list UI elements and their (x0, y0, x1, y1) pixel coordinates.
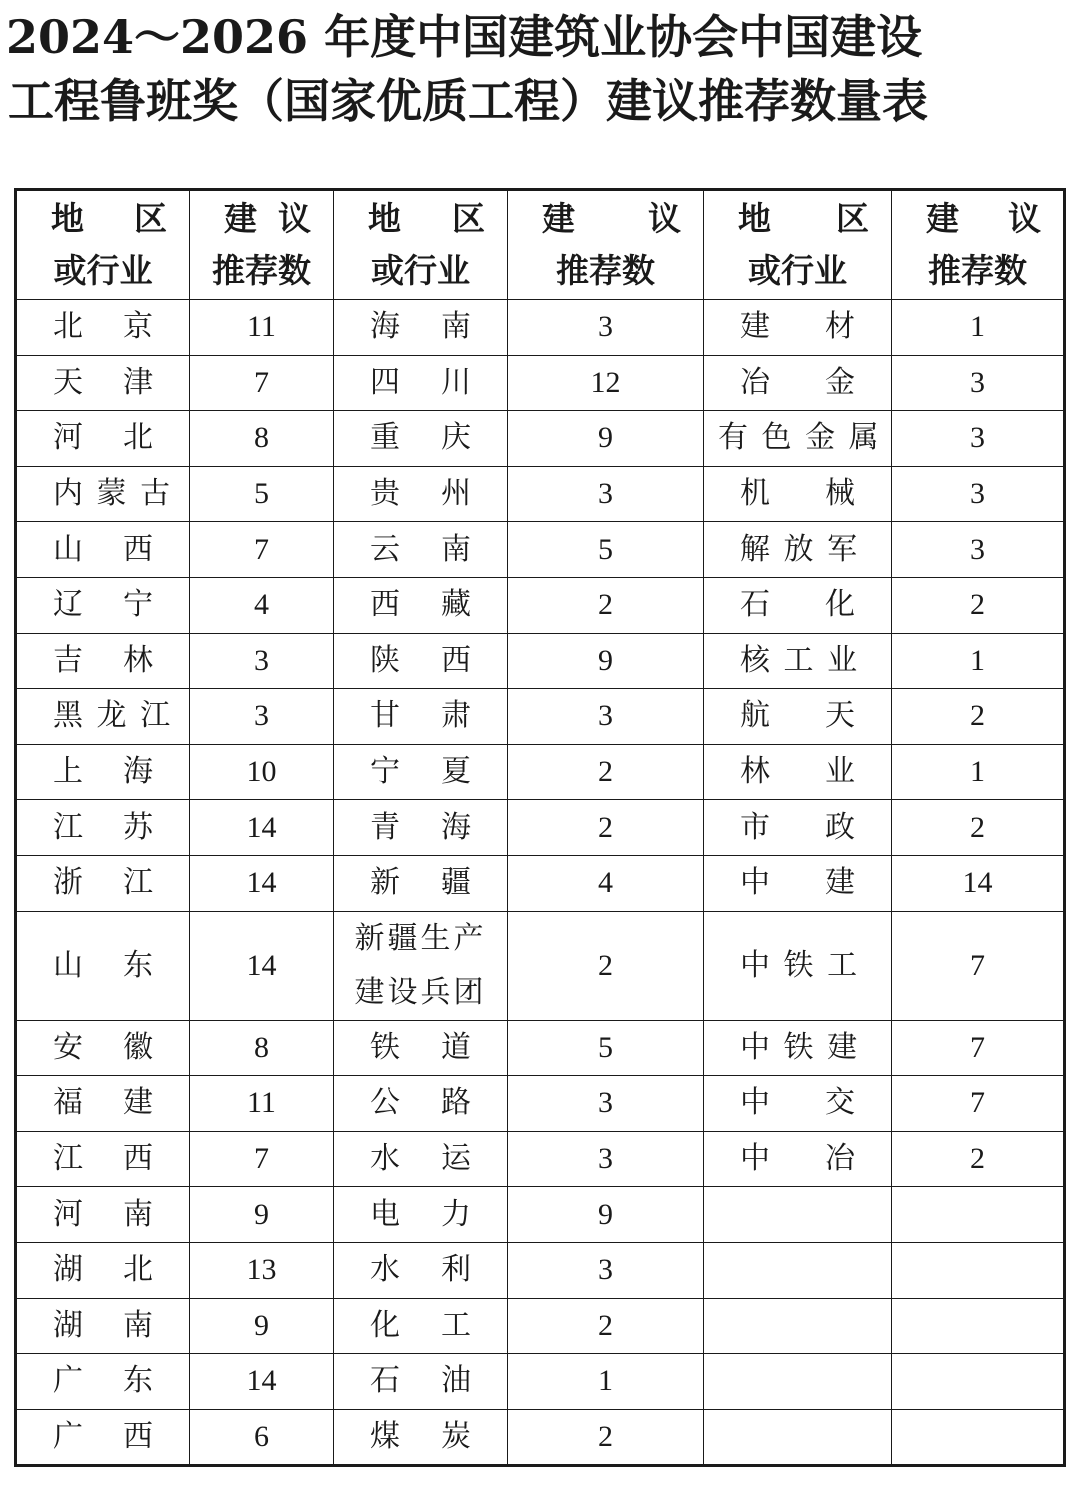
table-row (16, 1131, 1065, 1187)
recommended-count: 7 (892, 1020, 1065, 1076)
industry-name: 建 材 (704, 300, 892, 356)
industry-name (704, 1409, 892, 1466)
recommended-count: 2 (508, 1409, 704, 1466)
recommended-count: 3 (508, 689, 704, 745)
recommended-count: 3 (892, 411, 1065, 467)
recommended-count: 10 (190, 744, 334, 800)
region-name: 天 津 (16, 355, 190, 411)
region-name: 黑 龙 江 (16, 689, 190, 745)
recommended-count: 3 (892, 355, 1065, 411)
region-name: 湖 北 (16, 1242, 190, 1298)
region-name: 河 北 (16, 411, 190, 467)
recommended-count: 3 (892, 522, 1065, 578)
recommended-count: 6 (190, 1409, 334, 1466)
recommended-count (892, 1409, 1065, 1466)
recommended-count: 9 (190, 1187, 334, 1243)
table-row (16, 911, 1065, 1020)
industry-name (704, 1242, 892, 1298)
region-name: 浙 江 (16, 855, 190, 911)
region-name: 公 路 (334, 1076, 508, 1132)
header-region-3: 地区 或行业 (704, 190, 892, 300)
region-name: 化 工 (334, 1298, 508, 1354)
recommended-count: 2 (508, 800, 704, 856)
industry-name: 中 铁 建 (704, 1020, 892, 1076)
region-name: 陕 西 (334, 633, 508, 689)
recommended-count: 8 (190, 411, 334, 467)
recommended-count: 3 (508, 466, 704, 522)
industry-name (704, 1354, 892, 1410)
region-name: 西 藏 (334, 577, 508, 633)
region-name: 海 南 (334, 300, 508, 356)
recommended-count: 13 (190, 1242, 334, 1298)
region-name: 辽 宁 (16, 577, 190, 633)
industry-name: 石 化 (704, 577, 892, 633)
region-name: 江 西 (16, 1131, 190, 1187)
recommended-count: 7 (190, 1131, 334, 1187)
recommended-count: 4 (190, 577, 334, 633)
region-name: 山 西 (16, 522, 190, 578)
region-name: 上 海 (16, 744, 190, 800)
title-line-2: 工程鲁班奖（国家优质工程）建议推荐数量表 (8, 74, 928, 128)
recommended-count: 3 (190, 689, 334, 745)
recommended-count: 11 (190, 1076, 334, 1132)
header-count-1: 建议 推荐数 (190, 190, 334, 300)
industry-name: 有 色 金 属 (704, 411, 892, 467)
recommended-count: 1 (892, 633, 1065, 689)
recommended-count: 1 (892, 744, 1065, 800)
region-name: 电 力 (334, 1187, 508, 1243)
industry-name: 林 业 (704, 744, 892, 800)
industry-name: 中 交 (704, 1076, 892, 1132)
table-body (16, 300, 1065, 1466)
table-row (16, 1354, 1065, 1410)
industry-name: 核 工 业 (704, 633, 892, 689)
table-row (16, 300, 1065, 356)
region-name: 北 京 (16, 300, 190, 356)
recommended-count (892, 1354, 1065, 1410)
region-name: 石 油 (334, 1354, 508, 1410)
recommended-count: 5 (508, 522, 704, 578)
recommended-count: 3 (508, 300, 704, 356)
industry-name: 中 建 (704, 855, 892, 911)
table-row (16, 633, 1065, 689)
industry-name (704, 1298, 892, 1354)
industry-name: 冶 金 (704, 355, 892, 411)
region-name: 吉 林 (16, 633, 190, 689)
recommended-count: 7 (892, 911, 1065, 1020)
industry-name: 解 放 军 (704, 522, 892, 578)
recommended-count: 5 (190, 466, 334, 522)
recommended-count: 2 (508, 911, 704, 1020)
table-row (16, 1298, 1065, 1354)
region-name: 贵 州 (334, 466, 508, 522)
industry-name: 机 械 (704, 466, 892, 522)
region-name: 新疆生产 建设兵团 (334, 911, 508, 1020)
recommended-count: 9 (508, 411, 704, 467)
region-name: 四 川 (334, 355, 508, 411)
table-row (16, 1076, 1065, 1132)
table-row (16, 577, 1065, 633)
header-region-1: 地区 或行业 (16, 190, 190, 300)
recommended-count: 14 (190, 911, 334, 1020)
recommended-count: 14 (892, 855, 1065, 911)
recommended-count: 3 (508, 1242, 704, 1298)
recommended-count: 2 (892, 1131, 1065, 1187)
table-row (16, 1187, 1065, 1243)
table-row (16, 689, 1065, 745)
region-name: 宁 夏 (334, 744, 508, 800)
table-row (16, 1020, 1065, 1076)
header-region-2: 地区 或行业 (334, 190, 508, 300)
recommended-count (892, 1298, 1065, 1354)
recommended-count: 14 (190, 1354, 334, 1410)
industry-name: 航 天 (704, 689, 892, 745)
recommended-count: 2 (892, 800, 1065, 856)
header-count-3: 建议 推荐数 (892, 190, 1065, 300)
region-name: 内 蒙 古 (16, 466, 190, 522)
recommended-count: 14 (190, 855, 334, 911)
region-name: 青 海 (334, 800, 508, 856)
table-row (16, 1242, 1065, 1298)
region-name: 广 西 (16, 1409, 190, 1466)
region-name: 福 建 (16, 1076, 190, 1132)
recommended-count: 2 (508, 744, 704, 800)
table-row (16, 355, 1065, 411)
recommended-count: 3 (508, 1076, 704, 1132)
recommended-count: 3 (190, 633, 334, 689)
industry-name: 中 冶 (704, 1131, 892, 1187)
region-name: 甘 肃 (334, 689, 508, 745)
industry-name: 中 铁 工 (704, 911, 892, 1020)
recommended-count: 1 (508, 1354, 704, 1410)
region-name: 铁 道 (334, 1020, 508, 1076)
table-row (16, 744, 1065, 800)
table-header-row (16, 190, 1065, 300)
region-name: 河 南 (16, 1187, 190, 1243)
recommended-count: 4 (508, 855, 704, 911)
recommended-count (892, 1242, 1065, 1298)
recommended-count: 5 (508, 1020, 704, 1076)
recommended-count: 8 (190, 1020, 334, 1076)
region-name: 水 利 (334, 1242, 508, 1298)
recommended-count: 9 (508, 633, 704, 689)
recommended-count: 2 (508, 1298, 704, 1354)
recommended-count: 7 (190, 522, 334, 578)
recommended-count: 11 (190, 300, 334, 356)
recommended-count: 1 (892, 300, 1065, 356)
recommended-count: 7 (892, 1076, 1065, 1132)
region-name: 山 东 (16, 911, 190, 1020)
recommended-count: 7 (190, 355, 334, 411)
table-row (16, 522, 1065, 578)
region-name: 云 南 (334, 522, 508, 578)
header-count-2: 建议 推荐数 (508, 190, 704, 300)
title-line-1: 2024～2026 年度中国建筑业协会中国建设 (6, 10, 923, 64)
industry-name: 市 政 (704, 800, 892, 856)
recommendation-table (14, 188, 1066, 1467)
recommended-count: 9 (508, 1187, 704, 1243)
region-name: 江 苏 (16, 800, 190, 856)
region-name: 广 东 (16, 1354, 190, 1410)
recommended-count: 12 (508, 355, 704, 411)
region-name: 新 疆 (334, 855, 508, 911)
recommended-count (892, 1187, 1065, 1243)
recommended-count: 14 (190, 800, 334, 856)
recommended-count: 3 (892, 466, 1065, 522)
table-row (16, 466, 1065, 522)
industry-name (704, 1187, 892, 1243)
region-name: 湖 南 (16, 1298, 190, 1354)
table-row (16, 855, 1065, 911)
recommended-count: 2 (892, 689, 1065, 745)
region-name: 煤 炭 (334, 1409, 508, 1466)
region-name: 重 庆 (334, 411, 508, 467)
region-name: 水 运 (334, 1131, 508, 1187)
table-row (16, 411, 1065, 467)
table-row (16, 800, 1065, 856)
region-name: 安 徽 (16, 1020, 190, 1076)
recommended-count: 2 (892, 577, 1065, 633)
recommended-count: 2 (508, 577, 704, 633)
recommended-count: 3 (508, 1131, 704, 1187)
table-row (16, 1409, 1065, 1466)
recommended-count: 9 (190, 1298, 334, 1354)
